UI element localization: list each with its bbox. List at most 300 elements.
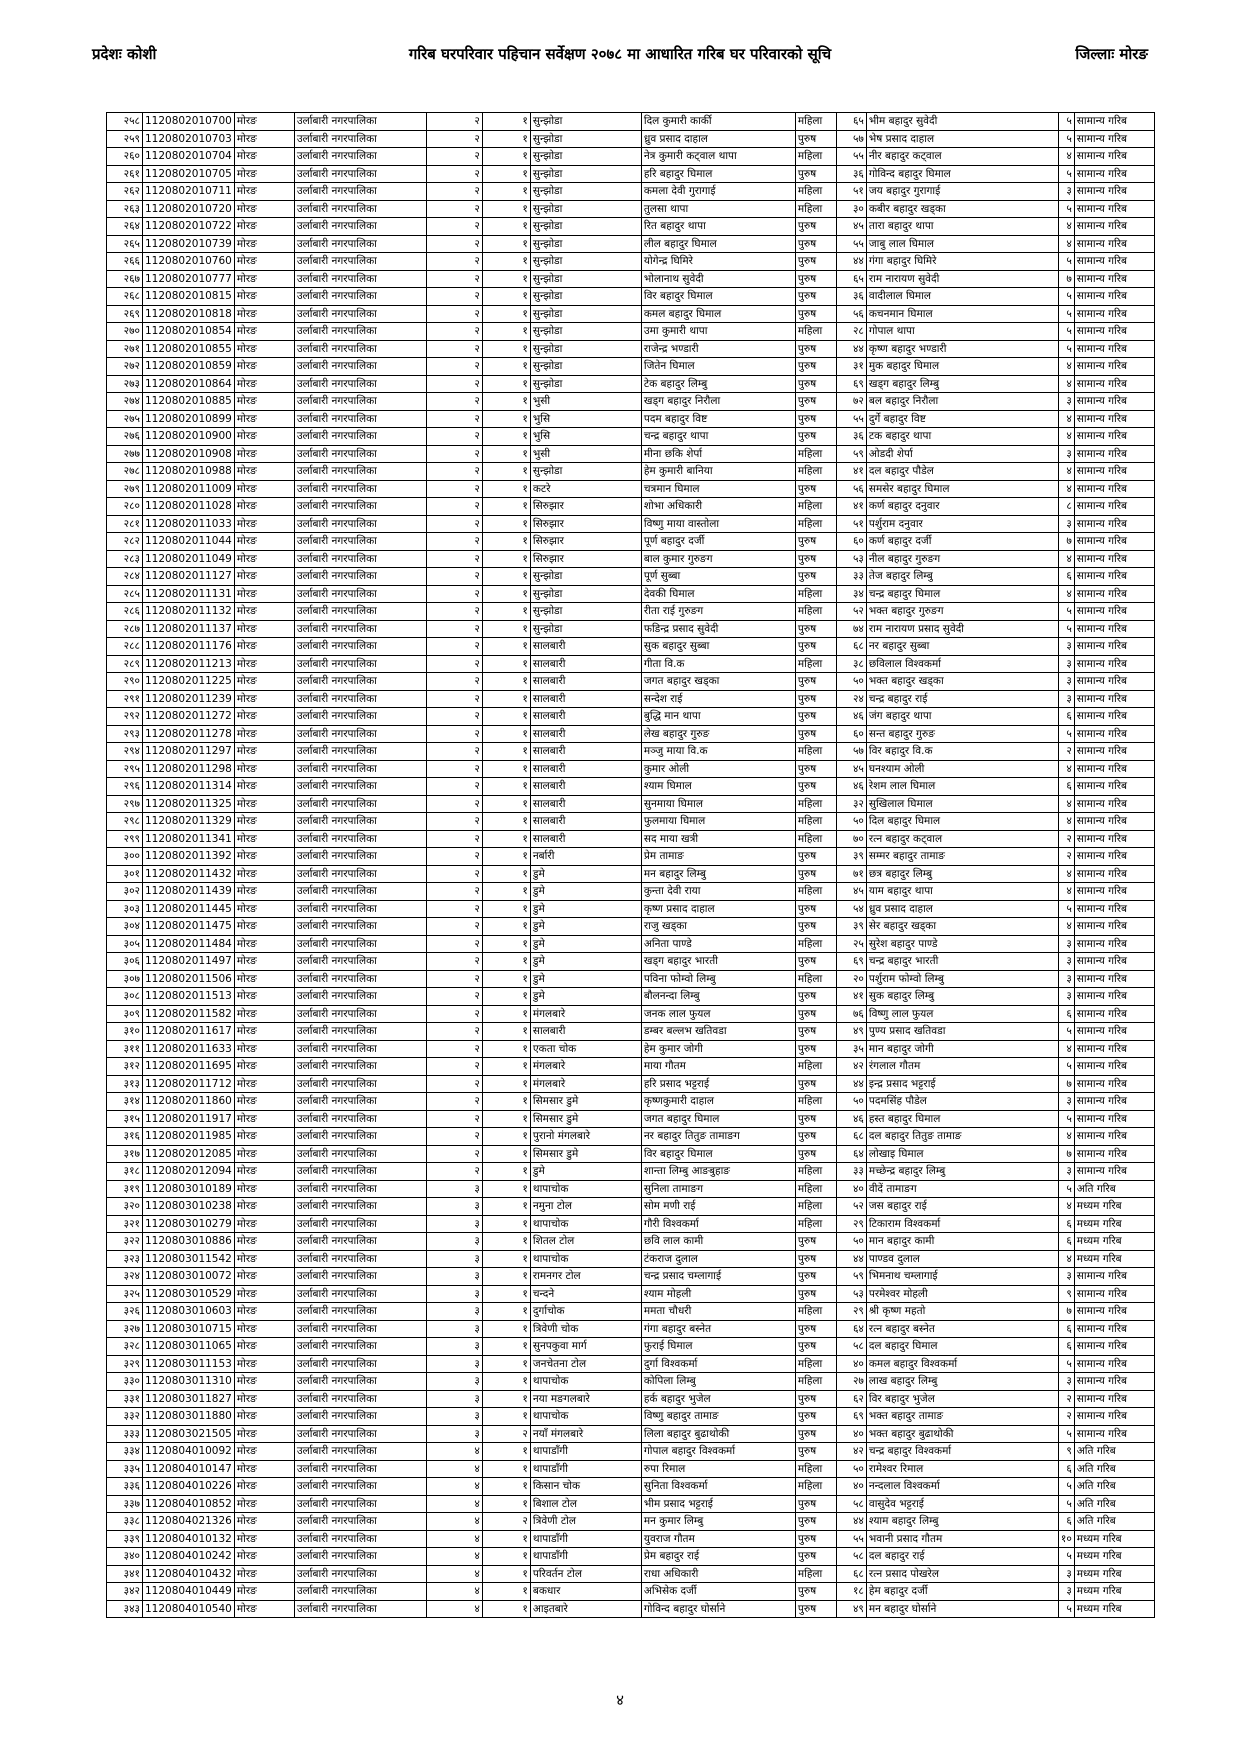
poverty-category-cell: अति गरिब	[1074, 1460, 1154, 1478]
household-id-cell: 1120802011044	[143, 533, 235, 551]
household-id-cell: 1120802011132	[143, 603, 235, 621]
sub-ward-cell: १	[482, 340, 530, 358]
family-size-cell: ५	[1058, 1355, 1074, 1373]
sub-ward-cell: १	[482, 1443, 530, 1461]
household-id-cell: 1120803010279	[143, 1215, 235, 1233]
district-cell: मोरङ	[234, 813, 294, 831]
table-row	[107, 1163, 1155, 1181]
household-id-cell: 1120802011297	[143, 743, 235, 761]
household-id-cell: 1120803011827	[143, 1390, 235, 1408]
household-id-cell: 1120802010722	[143, 218, 235, 236]
household-id-cell: 1120802010885	[143, 393, 235, 411]
father-name-cell: वादीलाल घिमाल	[866, 288, 1058, 306]
gender-cell: महिला	[795, 935, 836, 953]
family-size-cell: ६	[1058, 1338, 1074, 1356]
gender-cell: महिला	[795, 1058, 836, 1076]
head-name-cell: ममता चौधरी	[641, 1303, 795, 1321]
age-cell: ६५	[836, 113, 866, 131]
household-id-cell: 1120802010704	[143, 148, 235, 166]
serial-cell: २७९	[107, 480, 143, 498]
gender-cell: महिला	[795, 1565, 836, 1583]
household-id-cell: 1120802011860	[143, 1093, 235, 1111]
page-number: ४	[616, 1691, 624, 1709]
serial-cell: २९६	[107, 778, 143, 796]
family-size-cell: ३	[1058, 638, 1074, 656]
serial-cell: २८६	[107, 603, 143, 621]
table-row	[107, 1548, 1155, 1566]
tole-cell: थापाडाँगी	[530, 1443, 641, 1461]
family-size-cell: ३	[1058, 953, 1074, 971]
table-row	[107, 428, 1155, 446]
ward-cell: ३	[426, 1338, 482, 1356]
age-cell: ४४	[836, 340, 866, 358]
head-name-cell: प्रेम तामाङ	[641, 848, 795, 866]
head-name-cell: जनक लाल फुयल	[641, 1005, 795, 1023]
father-name-cell: सुक बहादुर लिम्बु	[866, 988, 1058, 1006]
sub-ward-cell: १	[482, 953, 530, 971]
serial-cell: २६६	[107, 253, 143, 271]
head-name-cell: रुपा रिमाल	[641, 1460, 795, 1478]
tole-cell: मंगलबारे	[530, 1075, 641, 1093]
gender-cell: पुरुष	[795, 1548, 836, 1566]
age-cell: ६९	[836, 953, 866, 971]
district-cell: मोरङ	[234, 760, 294, 778]
age-cell: ७१	[836, 865, 866, 883]
household-id-cell: 1120803011310	[143, 1373, 235, 1391]
family-size-cell: ६	[1058, 1320, 1074, 1338]
head-name-cell: सुनिला तामाङग	[641, 1180, 795, 1198]
table-row	[107, 585, 1155, 603]
poverty-category-cell: सामान्य गरिब	[1074, 498, 1154, 516]
district-cell: मोरङ	[234, 883, 294, 901]
gender-cell: महिला	[795, 113, 836, 131]
poverty-category-cell: सामान्य गरिब	[1074, 620, 1154, 638]
sub-ward-cell: १	[482, 393, 530, 411]
family-size-cell: ३	[1058, 1565, 1074, 1583]
sub-ward-cell: १	[482, 1460, 530, 1478]
ward-cell: ३	[426, 1355, 482, 1373]
family-size-cell: ४	[1058, 550, 1074, 568]
gender-cell: पुरुष	[795, 130, 836, 148]
municipality-cell: उर्लाबारी नगरपालिका	[294, 1583, 426, 1601]
father-name-cell: याम बहादुर थापा	[866, 883, 1058, 901]
poverty-category-cell: सामान्य गरिब	[1074, 743, 1154, 761]
tole-cell: भुसि	[530, 428, 641, 446]
tole-cell: आइतबारे	[530, 1600, 641, 1618]
ward-cell: २	[426, 988, 482, 1006]
age-cell: ४०	[836, 1425, 866, 1443]
serial-cell: ३३०	[107, 1373, 143, 1391]
sub-ward-cell: १	[482, 1338, 530, 1356]
gender-cell: पुरुष	[795, 1530, 836, 1548]
municipality-cell: उर्लाबारी नगरपालिका	[294, 1408, 426, 1426]
poverty-category-cell: अति गरिब	[1074, 1513, 1154, 1531]
head-name-cell: पदम बहादुर विष्ट	[641, 410, 795, 428]
gender-cell: महिला	[795, 323, 836, 341]
head-name-cell: मन बहादुर लिम्बु	[641, 865, 795, 883]
poverty-category-cell: मध्यम गरिब	[1074, 1215, 1154, 1233]
district-cell: मोरङ	[234, 1443, 294, 1461]
tole-cell: सालबारी	[530, 655, 641, 673]
poverty-category-cell: सामान्य गरिब	[1074, 1163, 1154, 1181]
municipality-cell: उर्लाबारी नगरपालिका	[294, 1390, 426, 1408]
tole-cell: डुमे	[530, 935, 641, 953]
poverty-category-cell: सामान्य गरिब	[1074, 813, 1154, 831]
household-id-cell: 1120802010760	[143, 253, 235, 271]
gender-cell: पुरुष	[795, 533, 836, 551]
father-name-cell: गोविन्द बहादुर घिमाल	[866, 165, 1058, 183]
age-cell: ६८	[836, 1128, 866, 1146]
tole-cell: सालबारी	[530, 1023, 641, 1041]
age-cell: ४१	[836, 988, 866, 1006]
municipality-cell: उर्लाबारी नगरपालिका	[294, 585, 426, 603]
age-cell: ५०	[836, 813, 866, 831]
gender-cell: पुरुष	[795, 1005, 836, 1023]
father-name-cell: इन्द्र प्रसाद भट्टराई	[866, 1075, 1058, 1093]
father-name-cell: छत्र बहादुर लिम्बु	[866, 865, 1058, 883]
tole-cell: सुन्झोडा	[530, 603, 641, 621]
father-name-cell: दुर्गे बहादुर विष्ट	[866, 410, 1058, 428]
age-cell: ३१	[836, 358, 866, 376]
tole-cell: सिमसार डुमे	[530, 1110, 641, 1128]
gender-cell: पुरुष	[795, 638, 836, 656]
family-size-cell: ५	[1058, 900, 1074, 918]
ward-cell: २	[426, 830, 482, 848]
table-row	[107, 900, 1155, 918]
family-size-cell: ४	[1058, 480, 1074, 498]
poverty-category-cell: सामान्य गरिब	[1074, 988, 1154, 1006]
district-cell: मोरङ	[234, 550, 294, 568]
ward-cell: २	[426, 148, 482, 166]
district-cell: मोरङ	[234, 480, 294, 498]
municipality-cell: उर्लाबारी नगरपालिका	[294, 288, 426, 306]
family-size-cell: ३	[1058, 673, 1074, 691]
household-id-cell: 1120802011049	[143, 550, 235, 568]
household-id-cell: 1120802010700	[143, 113, 235, 131]
municipality-cell: उर्लाबारी नगरपालिका	[294, 1163, 426, 1181]
tole-cell: सालबारी	[530, 778, 641, 796]
father-name-cell: नील बहादुर गुरुङग	[866, 550, 1058, 568]
sub-ward-cell: १	[482, 970, 530, 988]
ward-cell: २	[426, 550, 482, 568]
household-id-cell: 1120803011542	[143, 1250, 235, 1268]
age-cell: ५७	[836, 130, 866, 148]
household-id-cell: 1120802011314	[143, 778, 235, 796]
age-cell: ५७	[836, 743, 866, 761]
father-name-cell: सुखिलाल घिमाल	[866, 795, 1058, 813]
ward-cell: ४	[426, 1565, 482, 1583]
gender-cell: पुरुष	[795, 900, 836, 918]
head-name-cell: हर्क बहादुर भुजेल	[641, 1390, 795, 1408]
family-size-cell: ७	[1058, 1145, 1074, 1163]
sub-ward-cell: १	[482, 1268, 530, 1286]
family-size-cell: ६	[1058, 1233, 1074, 1251]
sub-ward-cell: १	[482, 183, 530, 201]
serial-cell: ३२२	[107, 1233, 143, 1251]
family-size-cell: ४	[1058, 865, 1074, 883]
ward-cell: ३	[426, 1408, 482, 1426]
tole-cell: त्रिवेणी चोक	[530, 1320, 641, 1338]
family-size-cell: ५	[1058, 253, 1074, 271]
age-cell: ४०	[836, 1355, 866, 1373]
gender-cell: पुरुष	[795, 865, 836, 883]
ward-cell: ४	[426, 1460, 482, 1478]
ward-cell: २	[426, 515, 482, 533]
serial-cell: २९७	[107, 795, 143, 813]
household-id-cell: 1120802010703	[143, 130, 235, 148]
household-id-cell: 1120802011445	[143, 900, 235, 918]
district-cell: मोरङ	[234, 1303, 294, 1321]
municipality-cell: उर्लाबारी नगरपालिका	[294, 1460, 426, 1478]
father-name-cell: भक्त बहादुर खड्का	[866, 673, 1058, 691]
table-row	[107, 725, 1155, 743]
table-row	[107, 113, 1155, 131]
sub-ward-cell: १	[482, 1198, 530, 1216]
head-name-cell: विर बहादुर घिमाल	[641, 288, 795, 306]
tole-cell: सालबारी	[530, 813, 641, 831]
municipality-cell: उर्लाबारी नगरपालिका	[294, 1443, 426, 1461]
municipality-cell: उर्लाबारी नगरपालिका	[294, 883, 426, 901]
serial-cell: ३०९	[107, 1005, 143, 1023]
table-row	[107, 1303, 1155, 1321]
head-name-cell: हेम कुमारी बानिया	[641, 463, 795, 481]
household-id-cell: 1120802010899	[143, 410, 235, 428]
head-name-cell: सन्देश राई	[641, 690, 795, 708]
father-name-cell: गंगा बहादुर घिमिरे	[866, 253, 1058, 271]
household-id-cell: 1120802011137	[143, 620, 235, 638]
serial-cell: ३३१	[107, 1390, 143, 1408]
family-size-cell: ४	[1058, 1128, 1074, 1146]
serial-cell: ३००	[107, 848, 143, 866]
serial-cell: ३१०	[107, 1023, 143, 1041]
father-name-cell: मच्छेन्द्र बहादुर लिम्बु	[866, 1163, 1058, 1181]
household-id-cell: 1120802011475	[143, 918, 235, 936]
household-id-cell: 1120802011506	[143, 970, 235, 988]
sub-ward-cell: १	[482, 1303, 530, 1321]
ward-cell: २	[426, 288, 482, 306]
tole-cell: रामनगर टोल	[530, 1268, 641, 1286]
father-name-cell: पर्शुराम दनुवार	[866, 515, 1058, 533]
head-name-cell: नेत्र कुमारी कट्वाल थापा	[641, 148, 795, 166]
age-cell: २९	[836, 1303, 866, 1321]
ward-cell: ४	[426, 1443, 482, 1461]
municipality-cell: उर्लाबारी नगरपालिका	[294, 1425, 426, 1443]
age-cell: ३६	[836, 288, 866, 306]
father-name-cell: श्री कृष्ण महतो	[866, 1303, 1058, 1321]
gender-cell: पुरुष	[795, 480, 836, 498]
ward-cell: २	[426, 725, 482, 743]
district-cell: मोरङ	[234, 603, 294, 621]
family-size-cell: २	[1058, 743, 1074, 761]
ward-cell: २	[426, 445, 482, 463]
sub-ward-cell: १	[482, 1145, 530, 1163]
poverty-category-cell: सामान्य गरिब	[1074, 760, 1154, 778]
poverty-category-cell: सामान्य गरिब	[1074, 1110, 1154, 1128]
household-id-cell: 1120802010711	[143, 183, 235, 201]
sub-ward-cell: १	[482, 743, 530, 761]
serial-cell: २७१	[107, 340, 143, 358]
district-cell: मोरङ	[234, 1110, 294, 1128]
father-name-cell: तेज बहादुर लिम्बु	[866, 568, 1058, 586]
father-name-cell: पुण्य प्रसाद खतिवडा	[866, 1023, 1058, 1041]
household-id-cell: 1120802010777	[143, 270, 235, 288]
district-cell: मोरङ	[234, 270, 294, 288]
gender-cell: पुरुष	[795, 165, 836, 183]
age-cell: ४५	[836, 760, 866, 778]
poverty-category-cell: सामान्य गरिब	[1074, 900, 1154, 918]
age-cell: ४४	[836, 1250, 866, 1268]
municipality-cell: उर्लाबारी नगरपालिका	[294, 1075, 426, 1093]
district-cell: मोरङ	[234, 288, 294, 306]
poverty-category-cell: अति गरिब	[1074, 1495, 1154, 1513]
tole-cell: त्रिवेणी टोल	[530, 1513, 641, 1531]
head-name-cell: उमा कुमारी थापा	[641, 323, 795, 341]
ward-cell: ३	[426, 1285, 482, 1303]
family-size-cell: ५	[1058, 725, 1074, 743]
table-row	[107, 830, 1155, 848]
head-name-cell: खड्ग बहादुर निरौला	[641, 393, 795, 411]
head-name-cell: सद माया खत्री	[641, 830, 795, 848]
poverty-category-cell: मध्यम गरिब	[1074, 1565, 1154, 1583]
table-row	[107, 603, 1155, 621]
father-name-cell: राम नारायण सुवेदी	[866, 270, 1058, 288]
district-cell: मोरङ	[234, 865, 294, 883]
father-name-cell: नर बहादुर सुब्बा	[866, 638, 1058, 656]
municipality-cell: उर्लाबारी नगरपालिका	[294, 673, 426, 691]
serial-cell: ३३९	[107, 1530, 143, 1548]
serial-cell: २८४	[107, 568, 143, 586]
poverty-category-cell: सामान्य गरिब	[1074, 533, 1154, 551]
gender-cell: महिला	[795, 585, 836, 603]
ward-cell: २	[426, 375, 482, 393]
household-list-table	[106, 112, 1155, 1618]
gender-cell: महिला	[795, 445, 836, 463]
head-name-cell: फडिन्द्र प्रसाद सुवेदी	[641, 620, 795, 638]
municipality-cell: उर्लाबारी नगरपालिका	[294, 200, 426, 218]
household-id-cell: 1120802011131	[143, 585, 235, 603]
father-name-cell: चन्द्र बहादुर विश्वकर्मा	[866, 1443, 1058, 1461]
district-cell: मोरङ	[234, 1075, 294, 1093]
head-name-cell: कृष्ण प्रसाद दाहाल	[641, 900, 795, 918]
poverty-category-cell: सामान्य गरिब	[1074, 1023, 1154, 1041]
poverty-category-cell: सामान्य गरिब	[1074, 673, 1154, 691]
family-size-cell: ३	[1058, 393, 1074, 411]
head-name-cell: चन्द्र बहादुर थापा	[641, 428, 795, 446]
poverty-category-cell: अति गरिब	[1074, 1180, 1154, 1198]
municipality-cell: उर्लाबारी नगरपालिका	[294, 1198, 426, 1216]
tole-cell: किसान चोक	[530, 1478, 641, 1496]
district-cell: मोरङ	[234, 1145, 294, 1163]
sub-ward-cell: १	[482, 323, 530, 341]
serial-cell: ३३३	[107, 1425, 143, 1443]
gender-cell: महिला	[795, 1215, 836, 1233]
head-name-cell: टेक बहादुर लिम्बु	[641, 375, 795, 393]
sub-ward-cell: १	[482, 1565, 530, 1583]
sub-ward-cell: १	[482, 1215, 530, 1233]
sub-ward-cell: १	[482, 1583, 530, 1601]
tole-cell: पुरानो मंगलबारे	[530, 1128, 641, 1146]
ward-cell: ४	[426, 1583, 482, 1601]
gender-cell: पुरुष	[795, 1513, 836, 1531]
district-cell: मोरङ	[234, 743, 294, 761]
poverty-category-cell: सामान्य गरिब	[1074, 515, 1154, 533]
sub-ward-cell: १	[482, 1285, 530, 1303]
tole-cell: सुन्झोडा	[530, 305, 641, 323]
district-cell: मोरङ	[234, 165, 294, 183]
district-cell: मोरङ	[234, 1023, 294, 1041]
municipality-cell: उर्लाबारी नगरपालिका	[294, 760, 426, 778]
serial-cell: २६२	[107, 183, 143, 201]
poverty-category-cell: मध्यम गरिब	[1074, 1530, 1154, 1548]
table-row	[107, 1460, 1155, 1478]
head-name-cell: टंकराज दुलाल	[641, 1250, 795, 1268]
poverty-category-cell: अति गरिब	[1074, 1478, 1154, 1496]
head-name-cell: श्याम घिमाल	[641, 778, 795, 796]
district-cell: मोरङ	[234, 533, 294, 551]
sub-ward-cell: १	[482, 760, 530, 778]
sub-ward-cell: १	[482, 428, 530, 446]
table-row	[107, 1093, 1155, 1111]
gender-cell: पुरुष	[795, 673, 836, 691]
poverty-category-cell: सामान्य गरिब	[1074, 865, 1154, 883]
head-name-cell: लिला बहादुर बुढाथोकी	[641, 1425, 795, 1443]
head-name-cell: भोलानाथ सुवेदी	[641, 270, 795, 288]
table-row	[107, 1478, 1155, 1496]
age-cell: ३०	[836, 200, 866, 218]
district-cell: मोरङ	[234, 498, 294, 516]
sub-ward-cell: १	[482, 498, 530, 516]
gender-cell: पुरुष	[795, 1408, 836, 1426]
table-row	[107, 1443, 1155, 1461]
municipality-cell: उर्लाबारी नगरपालिका	[294, 515, 426, 533]
tole-cell: मंगलबारे	[530, 1058, 641, 1076]
tole-cell: परिवर्तन टोल	[530, 1565, 641, 1583]
family-size-cell: ३	[1058, 515, 1074, 533]
tole-cell: सुन्झोडा	[530, 148, 641, 166]
household-id-cell: 1120802011239	[143, 690, 235, 708]
head-name-cell: राधा अधिकारी	[641, 1565, 795, 1583]
head-name-cell: सुनमाया घिमाल	[641, 795, 795, 813]
father-name-cell: जंग बहादुर थापा	[866, 708, 1058, 726]
serial-cell: ३०५	[107, 935, 143, 953]
gender-cell: महिला	[795, 183, 836, 201]
serial-cell: २८५	[107, 585, 143, 603]
sub-ward-cell: १	[482, 358, 530, 376]
ward-cell: २	[426, 900, 482, 918]
household-id-cell: 1120803011880	[143, 1408, 235, 1426]
family-size-cell: ४	[1058, 428, 1074, 446]
municipality-cell: उर्लाबारी नगरपालिका	[294, 463, 426, 481]
sub-ward-cell: १	[482, 1390, 530, 1408]
municipality-cell: उर्लाबारी नगरपालिका	[294, 900, 426, 918]
father-name-cell: रामेश्वर रिमाल	[866, 1460, 1058, 1478]
family-size-cell: ६	[1058, 708, 1074, 726]
gender-cell: पुरुष	[795, 778, 836, 796]
sub-ward-cell: १	[482, 813, 530, 831]
tole-cell: सिरुझार	[530, 498, 641, 516]
age-cell: ५६	[836, 305, 866, 323]
table-row	[107, 1023, 1155, 1041]
family-size-cell: ५	[1058, 165, 1074, 183]
gender-cell: पुरुष	[795, 1110, 836, 1128]
table-row	[107, 778, 1155, 796]
head-name-cell: चत्रमान घिमाल	[641, 480, 795, 498]
sub-ward-cell: १	[482, 1548, 530, 1566]
table-row	[107, 253, 1155, 271]
family-size-cell: ३	[1058, 988, 1074, 1006]
father-name-cell: कर्ण बहादुर दर्जी	[866, 533, 1058, 551]
district-cell: मोरङ	[234, 253, 294, 271]
